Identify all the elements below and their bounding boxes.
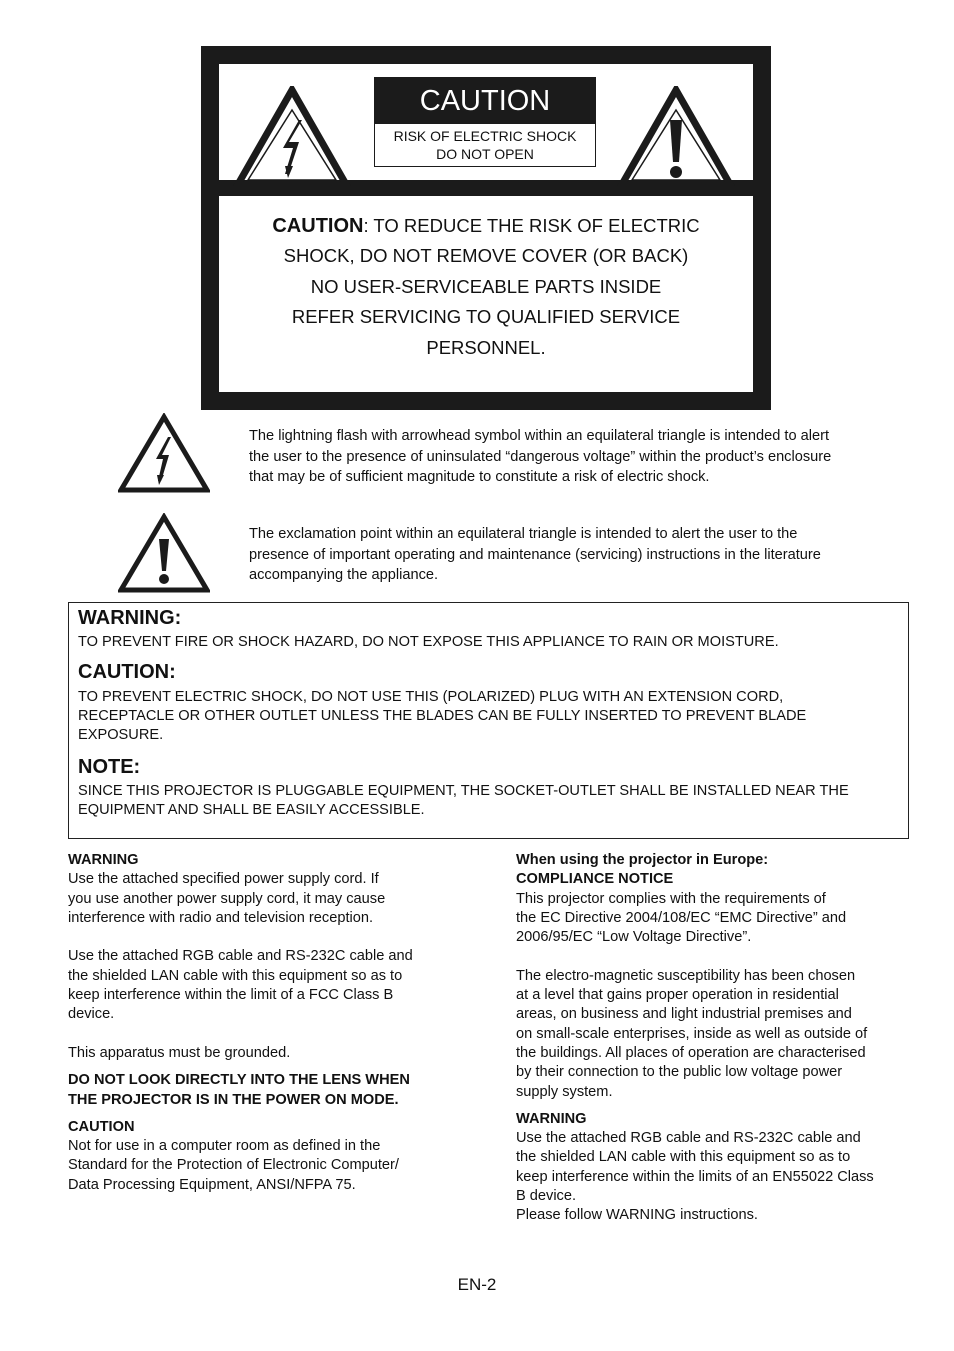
- description-line: The lightning flash with arrowhead symbol within an equilateral triangle is intended to alert: [249, 428, 830, 444]
- paragraph-line: device.: [68, 1006, 115, 1023]
- note-text-line: EQUIPMENT AND SHALL BE EASILY ACCESSIBLE.: [78, 802, 425, 819]
- description-line: The exclamation point within an equilateral triangle is intended to alert the user to the: [249, 526, 798, 542]
- paragraph-line: Please follow WARNING instructions.: [516, 1207, 758, 1224]
- paragraph-line: the buildings. All places of operation are characterised: [516, 1044, 866, 1061]
- paragraph-line: Data Processing Equipment, ANSI/NFPA 75.: [68, 1176, 356, 1193]
- caution-label-line: [219, 211, 753, 241]
- warning-subheading: WARNING: [68, 852, 139, 868]
- caution-text-line: RECEPTACLE OR OTHER OUTLET UNLESS THE BLADES CAN BE FULLY INSERTED TO PREVENT BLADE: [78, 708, 807, 725]
- caution-label-line: NO USER-SERVICEABLE PARTS INSIDE: [310, 275, 662, 297]
- note-heading: NOTE:: [78, 756, 141, 778]
- paragraph-line: The electro-magnetic susceptibility has been chosen: [516, 967, 856, 984]
- lens-warning-line: DO NOT LOOK DIRECTLY INTO THE LENS WHEN: [68, 1072, 410, 1089]
- caution-word: CAUTION: [272, 215, 364, 237]
- paragraph-line: you use another power supply cord, it may cause: [68, 890, 386, 907]
- paragraph-line: supply system.: [516, 1083, 613, 1100]
- warning-heading: WARNING:: [78, 607, 182, 629]
- exclamation-symbol-description: [249, 524, 909, 586]
- caution-text-line: EXPOSURE.: [78, 727, 164, 744]
- compliance-subheading: COMPLIANCE NOTICE: [516, 871, 674, 888]
- paragraph-line: This apparatus must be grounded.: [68, 1044, 291, 1061]
- paragraph-line: Use the attached RGB cable and RS-232C cable and: [516, 1130, 861, 1147]
- page-number: EN-2: [457, 1275, 497, 1294]
- caution-heading: CAUTION:: [78, 661, 176, 683]
- paragraph-line: Standard for the Protection of Electronic Computer/: [68, 1157, 399, 1174]
- exclamation-triangle-icon: [617, 86, 735, 190]
- paragraph-line: Use the attached specified power supply cord. If: [68, 871, 379, 888]
- caution-label-line: REFER SERVICING TO QUALIFIED SERVICE: [291, 306, 681, 328]
- warning-text: [78, 633, 904, 652]
- caution-box: [374, 77, 596, 167]
- caution-text: [78, 688, 904, 746]
- warning-text-line: TO PREVENT FIRE OR SHOCK HAZARD, DO NOT EXPOSE THIS APPLIANCE TO RAIN OR MOISTURE.: [78, 634, 779, 650]
- paragraph-line: Not for use in a computer room as defined in the: [68, 1138, 381, 1155]
- paragraph-line: This projector complies with the requirements of: [516, 890, 826, 907]
- exclamation-triangle-icon: [118, 513, 210, 593]
- lightning-symbol-description: [249, 426, 909, 488]
- paragraph-line: on small-scale enterprises, inside as well as outside of: [516, 1025, 868, 1042]
- warning-box: [68, 602, 909, 839]
- paragraph-line: at a level that gains proper operation in residential: [516, 987, 839, 1004]
- warning-subheading: WARNING: [516, 1110, 587, 1127]
- caution-label-body: [219, 196, 753, 392]
- description-line: accompanying the appliance.: [249, 567, 439, 583]
- caution-box-subtitle-line: RISK OF ELECTRIC SHOCK: [393, 128, 577, 144]
- paragraph-line: keep interference within the limits of an EN55022 Class: [516, 1168, 874, 1185]
- lens-warning-line: THE PROJECTOR IS IN THE POWER ON MODE.: [68, 1091, 399, 1108]
- paragraph-line: 2006/95/EC “Low Voltage Directive”.: [516, 929, 752, 946]
- paragraph-line: Use the attached RGB cable and RS-232C cable and: [68, 948, 413, 965]
- description-line: that may be of sufficient magnitude to constitute a risk of electric shock.: [249, 469, 710, 485]
- paragraph-line: areas, on business and light industrial premises and: [516, 1006, 852, 1023]
- caution-label-line: SHOCK, DO NOT REMOVE COVER (OR BACK): [283, 245, 689, 267]
- paragraph-line: by their connection to the public low voltage power: [516, 1064, 843, 1081]
- caution-box-subtitle: [375, 124, 595, 163]
- caution-label-text: [219, 211, 753, 363]
- caution-label-line: PERSONNEL.: [426, 336, 546, 358]
- caution-label-line-rest: : TO REDUCE THE RISK OF ELECTRIC: [363, 215, 700, 236]
- caution-box-title: CAUTION: [375, 78, 595, 124]
- paragraph-line: keep interference within the limit of a FCC Class B: [68, 987, 394, 1004]
- paragraph-line: the EC Directive 2004/108/EC “EMC Directive” and: [516, 909, 847, 926]
- description-line: the user to the presence of uninsulated “dangerous voltage” within the product’s enclosure: [249, 448, 832, 465]
- right-column: [516, 851, 916, 1226]
- lightning-triangle-icon: [118, 413, 210, 493]
- description-line: presence of important operating and maintenance (servicing) instructions in the literature: [249, 546, 821, 563]
- note-text: [78, 782, 904, 820]
- left-column: [68, 851, 468, 1195]
- caution-box-subtitle-line: DO NOT OPEN: [436, 146, 534, 162]
- europe-subheading: When using the projector in Europe:: [516, 852, 769, 868]
- caution-text-line: TO PREVENT ELECTRIC SHOCK, DO NOT USE THIS (POLARIZED) PLUG WITH AN EXTENSION CORD,: [78, 689, 784, 705]
- caution-label: [201, 46, 771, 410]
- paragraph-line: interference with radio and television reception.: [68, 909, 374, 926]
- lightning-triangle-icon: [233, 86, 351, 190]
- caution-label-header: [219, 64, 753, 180]
- paragraph-line: the shielded LAN cable with this equipment so as to: [68, 967, 403, 984]
- paragraph-line: B device.: [516, 1188, 577, 1205]
- note-text-line: SINCE THIS PROJECTOR IS PLUGGABLE EQUIPMENT, THE SOCKET-OUTLET SHALL BE INSTALLED NEAR THE: [78, 783, 849, 799]
- paragraph-line: the shielded LAN cable with this equipment so as to: [516, 1149, 851, 1166]
- caution-subheading: CAUTION: [68, 1118, 135, 1135]
